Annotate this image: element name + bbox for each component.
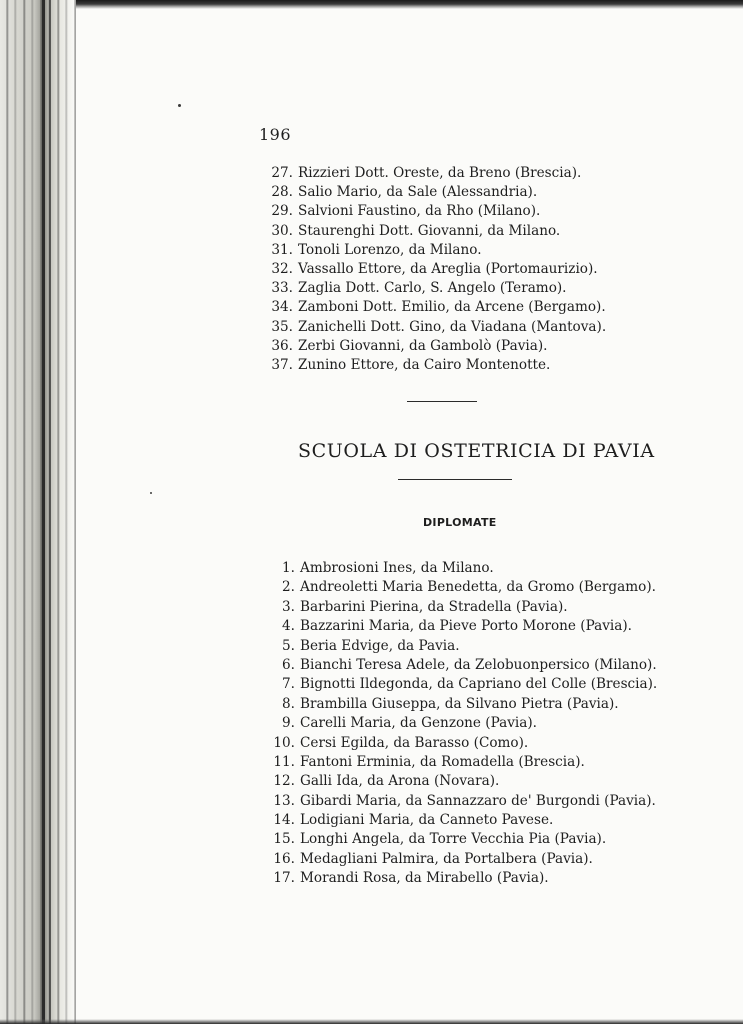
item-text: Gibardi Maria, da Sannazzaro de' Burgondi (Pavia).	[300, 792, 656, 809]
list-item	[282, 598, 657, 617]
list-item	[271, 279, 606, 298]
binding-shadow-line	[49, 0, 51, 1024]
list-item	[282, 695, 657, 714]
scan-bottom-edge	[0, 1019, 743, 1024]
list-item	[282, 675, 658, 694]
list-item	[271, 202, 606, 221]
list-item	[282, 617, 657, 636]
item-number: 27.	[271, 165, 293, 181]
item-number: 28.	[271, 184, 293, 201]
list-item	[273, 772, 657, 791]
diplomate-list	[273, 559, 658, 889]
item-text: Rizzieri Dott. Oreste, da Breno (Brescia).	[298, 165, 582, 181]
list-item	[273, 734, 657, 753]
list-item	[271, 337, 606, 356]
item-text: Salio Mario, da Sale (Alessandria).	[298, 184, 538, 201]
section-subtitle: DIPLOMATE	[423, 516, 497, 529]
list-item	[282, 656, 657, 675]
binding-shadow-line	[42, 0, 45, 1024]
item-number: 10.	[273, 734, 295, 751]
item-number: 14.	[273, 812, 295, 829]
item-text: Beria Edvige, da Pavia.	[300, 637, 460, 654]
item-text: Carelli Maria, da Genzone (Pavia).	[300, 715, 537, 732]
item-number: 11.	[273, 753, 295, 770]
item-text: Barbarini Pierina, da Stradella (Pavia).	[300, 598, 568, 615]
item-text: Zanichelli Dott. Gino, da Viadana (Mantova).	[298, 318, 607, 335]
list-item	[271, 222, 606, 241]
list-item	[282, 714, 657, 733]
item-text: Medagliani Palmira, da Portalbera (Pavia).	[300, 850, 593, 867]
list-item	[271, 183, 606, 202]
ink-speck	[178, 104, 181, 107]
item-number: 31.	[271, 241, 293, 258]
item-text: Zaglia Dott. Carlo, S. Angelo (Teramo).	[298, 280, 567, 297]
list-item	[273, 830, 657, 849]
list-item	[273, 850, 657, 869]
list-item	[271, 260, 606, 279]
list-item	[271, 241, 606, 260]
item-number: 7.	[282, 676, 295, 693]
item-text: Zunino Ettore, da Cairo Montenotte.	[298, 356, 551, 373]
item-text: Fantoni Erminia, da Romadella (Brescia).	[300, 753, 585, 770]
title-underline	[398, 479, 512, 480]
item-number: 13.	[273, 792, 295, 809]
item-number: 32.	[271, 260, 293, 277]
item-number: 3.	[282, 598, 295, 615]
item-text: Galli Ida, da Arona (Novara).	[300, 773, 500, 790]
list-item	[271, 298, 606, 317]
item-number: 29.	[271, 203, 293, 220]
item-text: Longhi Angela, da Torre Vecchia Pia (Pavia).	[300, 831, 607, 848]
page-number: 196	[259, 125, 292, 144]
item-text: Staurenghi Dott. Giovanni, da Milano.	[298, 222, 561, 239]
item-number: 12.	[273, 773, 295, 790]
item-number: 15.	[273, 831, 295, 848]
item-text: Bignotti Ildegonda, da Capriano del Colle (Brescia).	[300, 676, 658, 693]
item-text: Cersi Egilda, da Barasso (Como).	[300, 734, 529, 751]
list-item	[271, 356, 606, 375]
book-binding	[0, 0, 76, 1024]
ink-speck	[150, 492, 152, 494]
item-text: Brambilla Giuseppa, da Silvano Pietra (Pavia).	[300, 695, 619, 712]
item-text: Andreoletti Maria Benedetta, da Gromo (Bergamo).	[300, 579, 656, 596]
section-title: SCUOLA DI OSTETRICIA DI PAVIA	[298, 440, 655, 462]
item-number: 9.	[282, 715, 295, 732]
list-item	[273, 869, 657, 888]
item-number: 8.	[282, 695, 295, 712]
list-item	[273, 753, 657, 772]
item-text: Morandi Rosa, da Mirabello (Pavia).	[300, 870, 549, 887]
section-divider	[407, 401, 477, 402]
list-item	[282, 559, 657, 578]
list-item	[273, 792, 657, 811]
graduates-list	[271, 164, 607, 375]
item-number: 5.	[282, 637, 295, 654]
item-number: 17.	[273, 870, 295, 887]
list-item	[282, 578, 657, 597]
list-item	[273, 811, 657, 830]
item-text: Lodigiani Maria, da Canneto Pavese.	[300, 812, 554, 829]
item-number: 16.	[273, 850, 295, 867]
item-number: 34.	[271, 299, 293, 316]
item-text: Bianchi Teresa Adele, da Zelobuonpersico (Milano).	[300, 656, 657, 673]
item-number: 30.	[271, 222, 293, 239]
list-item	[271, 318, 607, 337]
item-number: 6.	[282, 656, 295, 673]
list-item	[282, 637, 657, 656]
item-text: Vassallo Ettore, da Areglia (Portomaurizio).	[298, 260, 598, 277]
item-number: 36.	[271, 337, 293, 354]
item-text: Ambrosioni Ines, da Milano.	[300, 560, 494, 576]
item-text: Zerbi Giovanni, da Gambolò (Pavia).	[298, 337, 548, 354]
item-text: Tonoli Lorenzo, da Milano.	[298, 241, 482, 258]
item-text: Salvioni Faustino, da Rho (Milano).	[298, 203, 541, 220]
item-number: 35.	[271, 318, 293, 335]
item-text: Bazzarini Maria, da Pieve Porto Morone (Pavia).	[300, 618, 632, 635]
scan-top-edge	[0, 0, 743, 9]
list-item	[271, 164, 606, 183]
item-number: 1.	[282, 560, 295, 576]
item-number: 4.	[282, 618, 295, 635]
item-text: Zamboni Dott. Emilio, da Arcene (Bergamo).	[298, 299, 606, 316]
item-number: 37.	[271, 356, 293, 373]
item-number: 2.	[282, 579, 295, 596]
item-number: 33.	[271, 280, 293, 297]
